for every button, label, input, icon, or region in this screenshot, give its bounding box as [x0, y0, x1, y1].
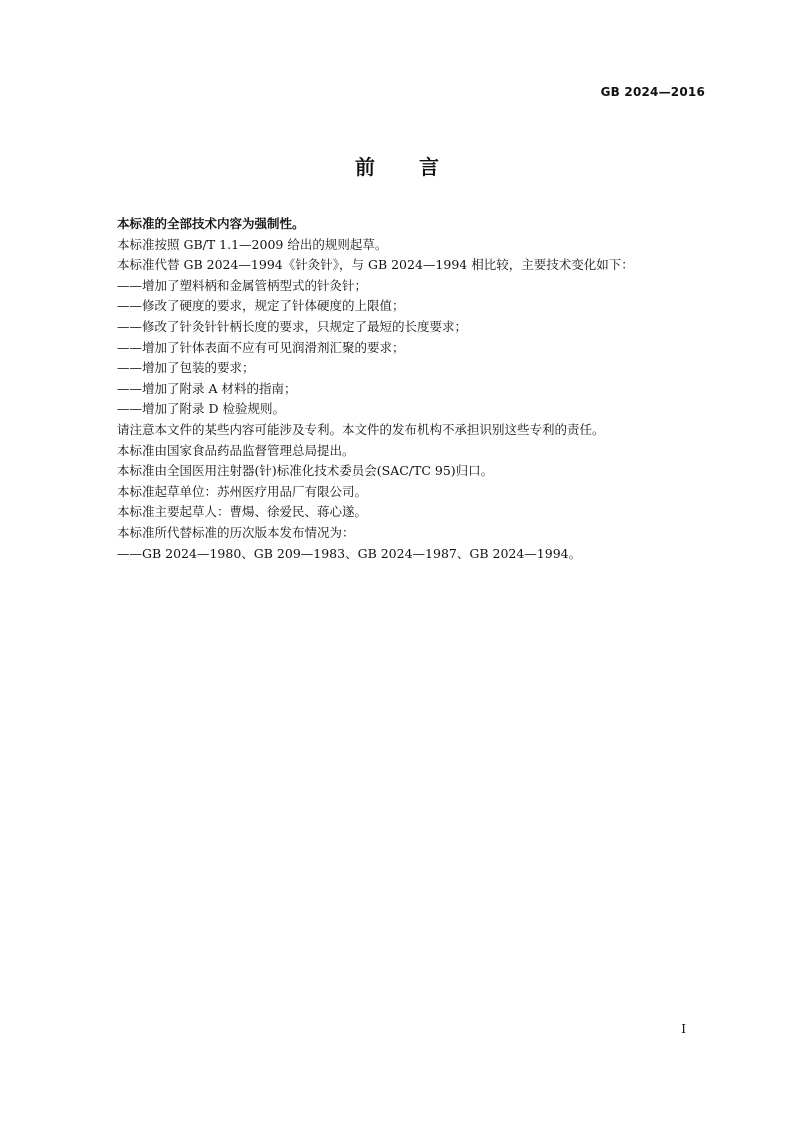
- change-item: ——增加了针体表面不应有可见润滑剂汇聚的要求；: [117, 339, 405, 355]
- foreword-body: [117, 214, 717, 564]
- proposer-paragraph: 本标准由国家食品药品监督管理总局提出。: [117, 442, 355, 458]
- change-item: ——增加了附录 D 检验规则。: [117, 401, 285, 417]
- drafting-rules-paragraph: 本标准按照 GB/T 1.1—2009 给出的规则起草。: [117, 236, 388, 252]
- history-intro-paragraph: 本标准所代替标准的历次版本发布情况为：: [117, 524, 355, 540]
- standard-number-header: GB 2024—2016: [600, 85, 705, 99]
- mandatory-statement: 本标准的全部技术内容为强制性。: [117, 216, 305, 231]
- replacement-paragraph: 本标准代替 GB 2024—1994《针灸针》，与 GB 2024—1994 相比较，主要技术变化如下：: [117, 257, 634, 273]
- change-item: ——修改了针灸针针柄长度的要求，只规定了最短的长度要求；: [117, 318, 468, 334]
- history-list-item: ——GB 2024—1980、GB 209—1983、GB 2024—1987、GB 2024—1994。: [117, 545, 582, 561]
- page-title: [0, 151, 794, 180]
- change-item: ——增加了包装的要求；: [117, 360, 255, 376]
- drafting-unit-paragraph: 本标准起草单位：苏州医疗用品厂有限公司。: [117, 483, 368, 499]
- committee-paragraph: 本标准由全国医用注射器(针)标准化技术委员会(SAC/TC 95)归口。: [117, 463, 494, 479]
- patent-notice-paragraph: 请注意本文件的某些内容可能涉及专利。本文件的发布机构不承担识别这些专利的责任。: [117, 421, 605, 437]
- change-item: ——增加了附录 A 材料的指南；: [117, 380, 297, 396]
- change-item: ——增加了塑料柄和金属管柄型式的针灸针；: [117, 277, 368, 293]
- page-title-char-2: 言: [419, 155, 439, 179]
- change-item: ——修改了硬度的要求，规定了针体硬度的上限值；: [117, 298, 405, 314]
- page-title-char-1: 前: [355, 155, 375, 179]
- drafters-paragraph: 本标准主要起草人：曹煬、徐爱民、蒋心遂。: [117, 504, 368, 520]
- page-number: I: [681, 1022, 686, 1036]
